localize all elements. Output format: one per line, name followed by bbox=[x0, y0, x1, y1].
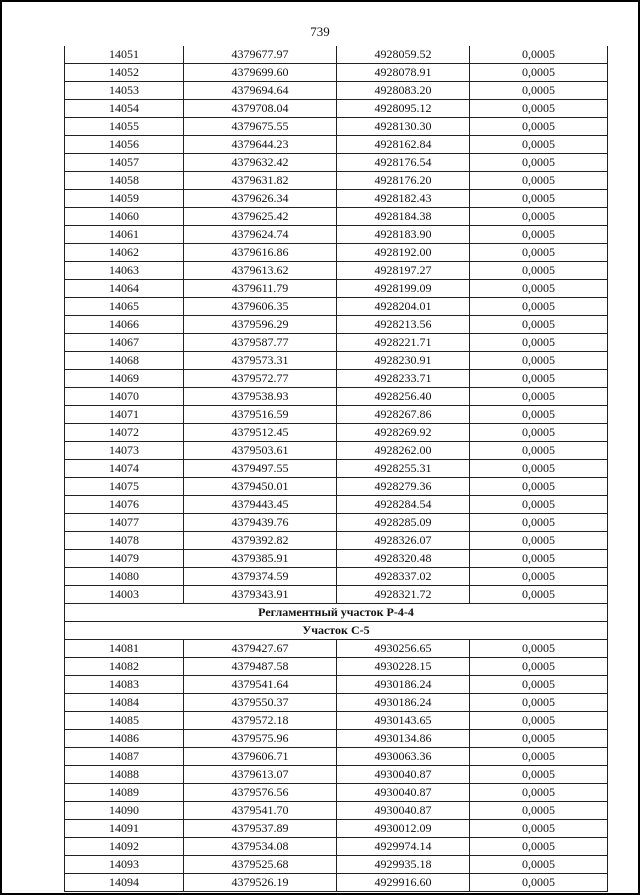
accuracy-cell: 0,0005 bbox=[522, 785, 555, 799]
y-coordinate-cell: 4929974.14 bbox=[337, 838, 470, 855]
y-coordinate-cell: 4930256.65 bbox=[337, 640, 470, 657]
y-coordinate-cell: 4928184.38 bbox=[337, 208, 470, 225]
y-coordinate-cell: 4930040.87 bbox=[337, 784, 470, 801]
x-coordinate-cell: 4379343.91 bbox=[184, 586, 337, 603]
point-number-cell: 14088 bbox=[65, 766, 184, 783]
table-row bbox=[65, 352, 607, 370]
point-number-cell: 14080 bbox=[65, 568, 184, 585]
point-number-cell: 14003 bbox=[65, 586, 184, 603]
point-number-cell: 14062 bbox=[65, 244, 184, 261]
accuracy-cell: 0,0005 bbox=[522, 749, 555, 763]
x-coordinate-cell: 4379677.97 bbox=[184, 46, 337, 63]
table-row bbox=[65, 514, 607, 532]
accuracy-cell: 0,0005 bbox=[522, 875, 555, 889]
coordinates-table bbox=[64, 46, 608, 892]
table-row bbox=[65, 838, 607, 856]
x-coordinate-cell: 4379587.77 bbox=[184, 334, 337, 351]
table-row bbox=[65, 874, 607, 892]
y-coordinate-cell: 4928321.72 bbox=[337, 586, 470, 603]
table-row bbox=[65, 442, 607, 460]
table-row bbox=[65, 370, 607, 388]
point-number-cell: 14076 bbox=[65, 496, 184, 513]
x-coordinate-cell: 4379439.76 bbox=[184, 514, 337, 531]
table-section-a bbox=[65, 46, 607, 604]
x-coordinate-cell: 4379626.34 bbox=[184, 190, 337, 207]
accuracy-cell: 0,0005 bbox=[522, 659, 555, 673]
point-number-cell: 14084 bbox=[65, 694, 184, 711]
point-number-cell: 14083 bbox=[65, 676, 184, 693]
accuracy-cell: 0,0005 bbox=[522, 515, 555, 529]
y-coordinate-cell: 4928183.90 bbox=[337, 226, 470, 243]
point-number-cell: 14058 bbox=[65, 172, 184, 189]
y-coordinate-cell: 4928269.92 bbox=[337, 424, 470, 441]
accuracy-cell: 0,0005 bbox=[522, 137, 555, 151]
accuracy-cell: 0,0005 bbox=[522, 191, 555, 205]
point-number-cell: 14059 bbox=[65, 190, 184, 207]
table-row bbox=[65, 118, 607, 136]
accuracy-cell: 0,0005 bbox=[522, 47, 555, 61]
x-coordinate-cell: 4379541.70 bbox=[184, 802, 337, 819]
x-coordinate-cell: 4379573.31 bbox=[184, 352, 337, 369]
accuracy-cell: 0,0005 bbox=[522, 857, 555, 871]
accuracy-cell: 0,0005 bbox=[522, 335, 555, 349]
point-number-cell: 14057 bbox=[65, 154, 184, 171]
y-coordinate-cell: 4928267.86 bbox=[337, 406, 470, 423]
x-coordinate-cell: 4379699.60 bbox=[184, 64, 337, 81]
accuracy-cell: 0,0005 bbox=[522, 209, 555, 223]
x-coordinate-cell: 4379512.45 bbox=[184, 424, 337, 441]
x-coordinate-cell: 4379631.82 bbox=[184, 172, 337, 189]
x-coordinate-cell: 4379538.93 bbox=[184, 388, 337, 405]
x-coordinate-cell: 4379525.68 bbox=[184, 856, 337, 873]
point-number-cell: 14055 bbox=[65, 118, 184, 135]
table-row bbox=[65, 694, 607, 712]
accuracy-cell: 0,0005 bbox=[522, 821, 555, 835]
table-row bbox=[65, 64, 607, 82]
point-number-cell: 14077 bbox=[65, 514, 184, 531]
accuracy-cell: 0,0005 bbox=[522, 281, 555, 295]
y-coordinate-cell: 4928130.30 bbox=[337, 118, 470, 135]
accuracy-cell: 0,0005 bbox=[522, 389, 555, 403]
accuracy-cell: 0,0005 bbox=[522, 551, 555, 565]
table-row bbox=[65, 406, 607, 424]
y-coordinate-cell: 4930186.24 bbox=[337, 676, 470, 693]
table-row bbox=[65, 640, 607, 658]
table-row bbox=[65, 136, 607, 154]
table-row bbox=[65, 532, 607, 550]
accuracy-cell: 0,0005 bbox=[522, 713, 555, 727]
point-number-cell: 14072 bbox=[65, 424, 184, 441]
y-coordinate-cell: 4930012.09 bbox=[337, 820, 470, 837]
accuracy-cell: 0,0005 bbox=[522, 245, 555, 259]
y-coordinate-cell: 4928192.00 bbox=[337, 244, 470, 261]
x-coordinate-cell: 4379675.55 bbox=[184, 118, 337, 135]
y-coordinate-cell: 4930040.87 bbox=[337, 766, 470, 783]
table-row bbox=[65, 568, 607, 586]
table-row bbox=[65, 820, 607, 838]
x-coordinate-cell: 4379606.71 bbox=[184, 748, 337, 765]
x-coordinate-cell: 4379694.64 bbox=[184, 82, 337, 99]
y-coordinate-cell: 4928182.43 bbox=[337, 190, 470, 207]
y-coordinate-cell: 4930186.24 bbox=[337, 694, 470, 711]
point-number-cell: 14056 bbox=[65, 136, 184, 153]
y-coordinate-cell: 4930143.65 bbox=[337, 712, 470, 729]
point-number-cell: 14085 bbox=[65, 712, 184, 729]
point-number-cell: 14053 bbox=[65, 82, 184, 99]
point-number-cell: 14064 bbox=[65, 280, 184, 297]
accuracy-cell: 0,0005 bbox=[522, 227, 555, 241]
y-coordinate-cell: 4928279.36 bbox=[337, 478, 470, 495]
y-coordinate-cell: 4928176.20 bbox=[337, 172, 470, 189]
point-number-cell: 14081 bbox=[65, 640, 184, 657]
y-coordinate-cell: 4928197.27 bbox=[337, 262, 470, 279]
table-row bbox=[65, 550, 607, 568]
accuracy-cell: 0,0005 bbox=[522, 173, 555, 187]
table-row bbox=[65, 784, 607, 802]
x-coordinate-cell: 4379534.08 bbox=[184, 838, 337, 855]
table-row bbox=[65, 730, 607, 748]
x-coordinate-cell: 4379374.59 bbox=[184, 568, 337, 585]
table-row bbox=[65, 100, 607, 118]
y-coordinate-cell: 4928199.09 bbox=[337, 280, 470, 297]
y-coordinate-cell: 4928059.52 bbox=[337, 46, 470, 63]
accuracy-cell: 0,0005 bbox=[522, 767, 555, 781]
accuracy-cell: 0,0005 bbox=[522, 101, 555, 115]
subsection-heading: Участок С-5 bbox=[65, 622, 607, 640]
accuracy-cell: 0,0005 bbox=[522, 461, 555, 475]
y-coordinate-cell: 4930134.86 bbox=[337, 730, 470, 747]
accuracy-cell: 0,0005 bbox=[522, 263, 555, 277]
table-row bbox=[65, 766, 607, 784]
x-coordinate-cell: 4379516.59 bbox=[184, 406, 337, 423]
point-number-cell: 14093 bbox=[65, 856, 184, 873]
point-number-cell: 14061 bbox=[65, 226, 184, 243]
point-number-cell: 14070 bbox=[65, 388, 184, 405]
point-number-cell: 14089 bbox=[65, 784, 184, 801]
table-row bbox=[65, 658, 607, 676]
table-row bbox=[65, 154, 607, 172]
point-number-cell: 14073 bbox=[65, 442, 184, 459]
accuracy-cell: 0,0005 bbox=[522, 425, 555, 439]
y-coordinate-cell: 4928162.84 bbox=[337, 136, 470, 153]
table-row bbox=[65, 460, 607, 478]
x-coordinate-cell: 4379572.77 bbox=[184, 370, 337, 387]
point-number-cell: 14094 bbox=[65, 874, 184, 891]
point-number-cell: 14069 bbox=[65, 370, 184, 387]
x-coordinate-cell: 4379616.86 bbox=[184, 244, 337, 261]
table-row bbox=[65, 46, 607, 64]
point-number-cell: 14086 bbox=[65, 730, 184, 747]
y-coordinate-cell: 4928326.07 bbox=[337, 532, 470, 549]
table-row bbox=[65, 748, 607, 766]
accuracy-cell: 0,0005 bbox=[522, 353, 555, 367]
x-coordinate-cell: 4379526.19 bbox=[184, 874, 337, 891]
x-coordinate-cell: 4379497.55 bbox=[184, 460, 337, 477]
accuracy-cell: 0,0005 bbox=[522, 641, 555, 655]
y-coordinate-cell: 4930040.87 bbox=[337, 802, 470, 819]
y-coordinate-cell: 4928176.54 bbox=[337, 154, 470, 171]
table-row bbox=[65, 802, 607, 820]
table-row bbox=[65, 298, 607, 316]
x-coordinate-cell: 4379385.91 bbox=[184, 550, 337, 567]
table-row bbox=[65, 244, 607, 262]
table-row bbox=[65, 388, 607, 406]
x-coordinate-cell: 4379487.58 bbox=[184, 658, 337, 675]
x-coordinate-cell: 4379632.42 bbox=[184, 154, 337, 171]
table-row bbox=[65, 856, 607, 874]
point-number-cell: 14090 bbox=[65, 802, 184, 819]
point-number-cell: 14092 bbox=[65, 838, 184, 855]
table-row bbox=[65, 172, 607, 190]
table-row bbox=[65, 478, 607, 496]
accuracy-cell: 0,0005 bbox=[522, 155, 555, 169]
y-coordinate-cell: 4928284.54 bbox=[337, 496, 470, 513]
x-coordinate-cell: 4379541.64 bbox=[184, 676, 337, 693]
point-number-cell: 14054 bbox=[65, 100, 184, 117]
point-number-cell: 14091 bbox=[65, 820, 184, 837]
point-number-cell: 14078 bbox=[65, 532, 184, 549]
y-coordinate-cell: 4928255.31 bbox=[337, 460, 470, 477]
accuracy-cell: 0,0005 bbox=[522, 65, 555, 79]
accuracy-cell: 0,0005 bbox=[522, 695, 555, 709]
y-coordinate-cell: 4928078.91 bbox=[337, 64, 470, 81]
table-row bbox=[65, 280, 607, 298]
y-coordinate-cell: 4929935.18 bbox=[337, 856, 470, 873]
table-row bbox=[65, 262, 607, 280]
x-coordinate-cell: 4379550.37 bbox=[184, 694, 337, 711]
y-coordinate-cell: 4930228.15 bbox=[337, 658, 470, 675]
y-coordinate-cell: 4928213.56 bbox=[337, 316, 470, 333]
point-number-cell: 14068 bbox=[65, 352, 184, 369]
table-row bbox=[65, 712, 607, 730]
point-number-cell: 14075 bbox=[65, 478, 184, 495]
section-heading: Регламентный участок Р-4-4 bbox=[65, 604, 607, 622]
accuracy-cell: 0,0005 bbox=[522, 83, 555, 97]
x-coordinate-cell: 4379624.74 bbox=[184, 226, 337, 243]
x-coordinate-cell: 4379576.56 bbox=[184, 784, 337, 801]
x-coordinate-cell: 4379450.01 bbox=[184, 478, 337, 495]
x-coordinate-cell: 4379613.07 bbox=[184, 766, 337, 783]
accuracy-cell: 0,0005 bbox=[522, 443, 555, 457]
point-number-cell: 14082 bbox=[65, 658, 184, 675]
accuracy-cell: 0,0005 bbox=[522, 677, 555, 691]
x-coordinate-cell: 4379572.18 bbox=[184, 712, 337, 729]
x-coordinate-cell: 4379596.29 bbox=[184, 316, 337, 333]
accuracy-cell: 0,0005 bbox=[522, 731, 555, 745]
table-row bbox=[65, 334, 607, 352]
point-number-cell: 14067 bbox=[65, 334, 184, 351]
point-number-cell: 14065 bbox=[65, 298, 184, 315]
point-number-cell: 14079 bbox=[65, 550, 184, 567]
x-coordinate-cell: 4379537.89 bbox=[184, 820, 337, 837]
table-row bbox=[65, 316, 607, 334]
x-coordinate-cell: 4379392.82 bbox=[184, 532, 337, 549]
point-number-cell: 14087 bbox=[65, 748, 184, 765]
accuracy-cell: 0,0005 bbox=[522, 803, 555, 817]
x-coordinate-cell: 4379644.23 bbox=[184, 136, 337, 153]
y-coordinate-cell: 4929916.60 bbox=[337, 874, 470, 891]
point-number-cell: 14051 bbox=[65, 46, 184, 63]
accuracy-cell: 0,0005 bbox=[522, 587, 555, 601]
accuracy-cell: 0,0005 bbox=[522, 479, 555, 493]
point-number-cell: 14063 bbox=[65, 262, 184, 279]
y-coordinate-cell: 4928256.40 bbox=[337, 388, 470, 405]
y-coordinate-cell: 4928095.12 bbox=[337, 100, 470, 117]
accuracy-cell: 0,0005 bbox=[522, 371, 555, 385]
table-row bbox=[65, 208, 607, 226]
y-coordinate-cell: 4928233.71 bbox=[337, 370, 470, 387]
table-row bbox=[65, 226, 607, 244]
table-row bbox=[65, 586, 607, 604]
x-coordinate-cell: 4379503.61 bbox=[184, 442, 337, 459]
table-section-b bbox=[65, 640, 607, 892]
accuracy-cell: 0,0005 bbox=[522, 299, 555, 313]
x-coordinate-cell: 4379625.42 bbox=[184, 208, 337, 225]
accuracy-cell: 0,0005 bbox=[522, 317, 555, 331]
table-row bbox=[65, 496, 607, 514]
y-coordinate-cell: 4928230.91 bbox=[337, 352, 470, 369]
point-number-cell: 14071 bbox=[65, 406, 184, 423]
accuracy-cell: 0,0005 bbox=[522, 533, 555, 547]
table-row bbox=[65, 82, 607, 100]
point-number-cell: 14074 bbox=[65, 460, 184, 477]
x-coordinate-cell: 4379443.45 bbox=[184, 496, 337, 513]
y-coordinate-cell: 4928083.20 bbox=[337, 82, 470, 99]
y-coordinate-cell: 4928320.48 bbox=[337, 550, 470, 567]
y-coordinate-cell: 4928262.00 bbox=[337, 442, 470, 459]
x-coordinate-cell: 4379427.67 bbox=[184, 640, 337, 657]
y-coordinate-cell: 4928221.71 bbox=[337, 334, 470, 351]
point-number-cell: 14066 bbox=[65, 316, 184, 333]
x-coordinate-cell: 4379613.62 bbox=[184, 262, 337, 279]
x-coordinate-cell: 4379575.96 bbox=[184, 730, 337, 747]
table-row bbox=[65, 190, 607, 208]
table-row bbox=[65, 676, 607, 694]
page-number: 739 bbox=[310, 24, 330, 39]
accuracy-cell: 0,0005 bbox=[522, 839, 555, 853]
x-coordinate-cell: 4379708.04 bbox=[184, 100, 337, 117]
accuracy-cell: 0,0005 bbox=[522, 407, 555, 421]
x-coordinate-cell: 4379611.79 bbox=[184, 280, 337, 297]
table-row bbox=[65, 424, 607, 442]
y-coordinate-cell: 4928337.02 bbox=[337, 568, 470, 585]
y-coordinate-cell: 4930063.36 bbox=[337, 748, 470, 765]
y-coordinate-cell: 4928204.01 bbox=[337, 298, 470, 315]
point-number-cell: 14060 bbox=[65, 208, 184, 225]
y-coordinate-cell: 4928285.09 bbox=[337, 514, 470, 531]
accuracy-cell: 0,0005 bbox=[522, 569, 555, 583]
accuracy-cell: 0,0005 bbox=[522, 497, 555, 511]
x-coordinate-cell: 4379606.35 bbox=[184, 298, 337, 315]
accuracy-cell: 0,0005 bbox=[522, 119, 555, 133]
point-number-cell: 14052 bbox=[65, 64, 184, 81]
